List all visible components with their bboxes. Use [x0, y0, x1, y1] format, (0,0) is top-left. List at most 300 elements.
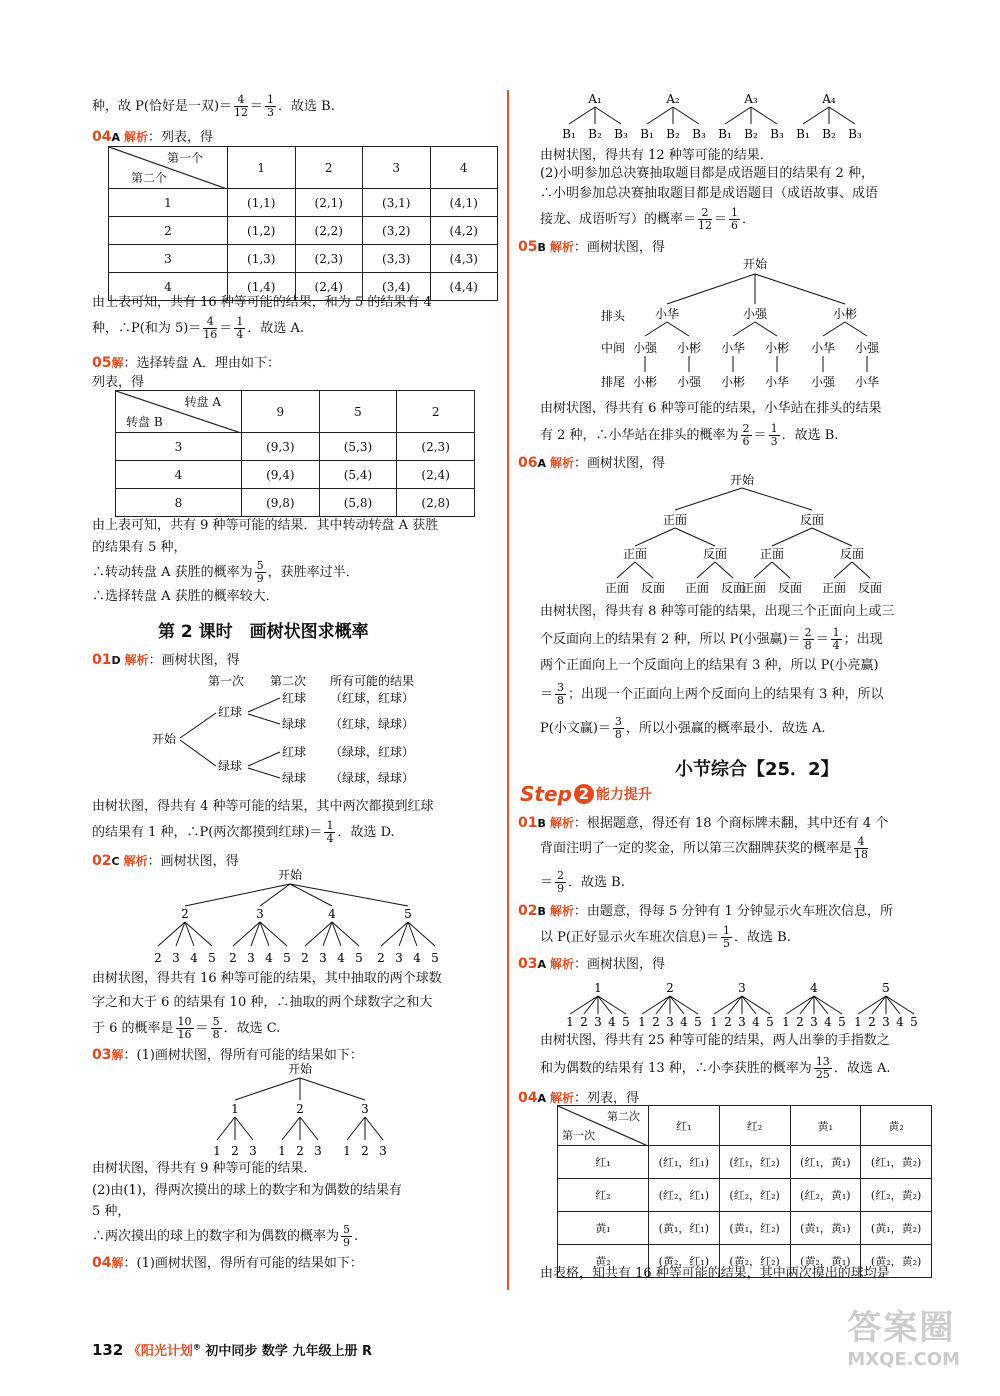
- tree-diagram-queue: [595, 254, 915, 394]
- text-line: 由树状图，得共有 16 种等可能的结果，其中抽取的两个球数: [92, 971, 442, 986]
- tree-result: （绿球，绿球）: [330, 771, 415, 785]
- answer-letter: B: [537, 817, 546, 830]
- analysis-label: 解析: [550, 456, 575, 470]
- table-row: [116, 461, 475, 489]
- tree-edge: [845, 322, 867, 336]
- text: 的结果有 1 种，∴P(两次都摸到红球)＝: [92, 825, 323, 840]
- tree-leaf: 反面: [777, 581, 803, 595]
- tree-edge: [180, 740, 216, 766]
- cell: (红₂，黄₂): [861, 1179, 932, 1212]
- p01-header: [518, 812, 888, 835]
- tree-leaf: 3: [314, 1144, 322, 1158]
- tree-leaf: B₂: [666, 127, 680, 141]
- tree-edge: [814, 996, 828, 1014]
- tree-node: 2: [181, 907, 189, 921]
- s04-header: [92, 1252, 363, 1275]
- tree-leaf: 2: [296, 1144, 304, 1158]
- col-header: 3: [363, 147, 431, 189]
- text-line: [92, 316, 304, 341]
- tree-leaf: 反面: [720, 581, 746, 595]
- text: ．故选 A.: [833, 1061, 891, 1076]
- tree-edge: [697, 562, 715, 578]
- tree-node: 小强: [632, 341, 658, 355]
- answer-letter: D: [111, 654, 121, 667]
- text-line: (2)小明参加总决赛抽取题目都是成语题目的结果有 2 种，: [540, 166, 874, 181]
- col-header: 红₂: [719, 1106, 790, 1146]
- tree-leaf: 正面: [741, 581, 767, 595]
- tree-edge: [290, 884, 332, 906]
- tree-edge: [365, 1117, 383, 1140]
- text-line: [540, 716, 826, 741]
- tree-node: 1: [231, 1102, 239, 1116]
- tree-edge: [569, 107, 595, 124]
- answer-letter: A: [537, 457, 546, 470]
- answer-label: 解: [111, 356, 124, 370]
- table-diagonal-header: [116, 391, 242, 433]
- text: ：(1)画树状图，得所有可能的结果如下：: [123, 1256, 363, 1271]
- text: ∴两次摸出的球上的数字和为偶数的概率为: [92, 1229, 340, 1244]
- chevron-icon: 《: [127, 1344, 141, 1359]
- tree-node: 小华: [654, 307, 680, 321]
- tree-edge: [645, 322, 667, 336]
- cell: (红₂，红₁): [649, 1179, 720, 1212]
- tree-node: 反面: [702, 547, 728, 561]
- section-title: 第 2 课时 画树状图求概率: [158, 622, 369, 642]
- tree-leaf: 2: [301, 951, 309, 965]
- tree-edge: [347, 1117, 365, 1140]
- cell: (1,4): [228, 273, 296, 301]
- col-header: 红₁: [649, 1106, 720, 1146]
- tree-leaf: B₃: [848, 127, 862, 141]
- watermark-url: MXQE.COM: [847, 1349, 960, 1370]
- tree-leaf: 4: [608, 1015, 616, 1028]
- tree-leaf: 3: [594, 1015, 602, 1028]
- tree-leaf: 5: [355, 951, 363, 965]
- text: ：画树状图，得: [574, 456, 666, 471]
- fraction: $\frac{2}{8}$: [804, 626, 812, 652]
- fraction: $\frac{1}{3}$: [770, 422, 778, 448]
- tree-leaf: 4: [337, 951, 345, 965]
- tree-leaf: 5: [283, 951, 291, 965]
- tree-leaf: 2: [154, 951, 162, 965]
- tree-edge: [670, 996, 684, 1014]
- col-header: 4: [430, 147, 498, 189]
- tree-node: 红球: [282, 745, 307, 759]
- tree-edge: [235, 1078, 300, 1100]
- section-title: 小节综合【25．2】: [675, 759, 839, 780]
- cell: (2,3): [295, 245, 363, 273]
- p03-header: [518, 953, 665, 976]
- table-row: [558, 1146, 932, 1179]
- text: P(小文赢)＝: [540, 721, 611, 736]
- column-divider: [507, 90, 509, 1290]
- tree-leaf: 小彬: [632, 375, 658, 389]
- cell: (3,4): [363, 273, 431, 301]
- analysis-label: 解析: [550, 1091, 575, 1105]
- tree-edge: [235, 1117, 253, 1140]
- fraction: $\frac{2}{9}$: [557, 869, 565, 895]
- tree-leaf: 2: [229, 951, 237, 965]
- question-number: 01: [518, 815, 538, 831]
- fraction: $\frac{2}{6}$: [742, 422, 750, 448]
- tree-node: 小华: [720, 341, 746, 355]
- tree-edge: [872, 996, 886, 1014]
- tree-diagram-numbers-3: [205, 1060, 405, 1160]
- table-row: [558, 1179, 932, 1212]
- tree-leaf: B₃: [692, 127, 706, 141]
- tree-edge: [886, 996, 914, 1014]
- tree-node: A₂: [666, 92, 680, 106]
- tree-leaf: 3: [666, 1015, 674, 1028]
- tree-edge: [584, 996, 598, 1014]
- tree-leaf: B₂: [822, 127, 836, 141]
- tree-node: 反面: [839, 547, 865, 561]
- text: ：由题意，得每 5 分钟有 1 分钟显示火车班次信息，所: [573, 904, 893, 919]
- cell: (9,8): [242, 489, 320, 517]
- cell: 2: [109, 217, 228, 245]
- question-number: 04: [518, 1090, 538, 1106]
- fraction: $\frac{5}{9}$: [343, 1223, 351, 1249]
- question-number: 03: [92, 1047, 112, 1063]
- tree-edge: [248, 768, 280, 778]
- fraction: $\frac{3}{8}$: [557, 681, 565, 707]
- text: 和为偶数的结果有 13 种，∴小李获胜的概率为: [540, 1061, 812, 1076]
- header-top: 第一个: [166, 151, 203, 165]
- text: ：根据题意，得还有 18 个商标牌未翻，其中还有 4 个: [573, 816, 889, 831]
- tree-edge: [786, 996, 814, 1014]
- cell: 红₂: [558, 1179, 649, 1212]
- text-line: [540, 870, 625, 895]
- tree-edge: [814, 996, 842, 1014]
- tree-leaf: 小强: [810, 375, 836, 389]
- registered-mark: ®: [192, 1342, 201, 1352]
- cell: (4,4): [430, 273, 498, 301]
- tree-leaf: 小强: [676, 375, 702, 389]
- tree-node: 5: [404, 907, 412, 921]
- text: ，获胜率过半．: [267, 565, 359, 580]
- text: 以 P(正好显示火车班次信息)＝: [540, 930, 720, 945]
- text-line: (2)由(1)，得两次摸出的球上的数字和为偶数的结果有: [92, 1183, 402, 1198]
- cell: (黄₂，黄₂): [861, 1245, 932, 1278]
- tree-node: 3: [256, 907, 264, 921]
- fraction: $\frac{1}{4}$: [236, 315, 244, 341]
- text-line: 由树状图，得共有 9 种等可能的结果．: [92, 1161, 317, 1176]
- tree-leaf: 3: [247, 951, 255, 965]
- tree-node: 3: [361, 1102, 369, 1116]
- text: ：列表，得: [148, 130, 214, 145]
- text: ＝: [753, 428, 767, 443]
- table-row: [116, 433, 475, 461]
- tree-edge: [598, 996, 626, 1014]
- table-spinner: [115, 390, 475, 517]
- text: ∴转动转盘 A 获胜的概率为: [92, 565, 253, 580]
- question-number: 03: [518, 956, 538, 972]
- header-bottom: 转盘 B: [126, 415, 163, 429]
- answer-letter: A: [111, 131, 120, 144]
- text: ＝: [714, 212, 728, 227]
- tree-edge: [772, 528, 812, 546]
- answer-letter: B: [537, 905, 546, 918]
- tree-node: 小强: [742, 307, 768, 321]
- cell: (黄₁，红₂): [719, 1212, 790, 1245]
- analysis-label: 解析: [550, 957, 575, 971]
- tree-leaf: 反面: [640, 581, 666, 595]
- tree-edge: [290, 884, 408, 906]
- tree-node: 绿球: [282, 771, 307, 785]
- fraction: $\frac{4}{16}$: [203, 315, 218, 341]
- cell: (2,4): [397, 461, 475, 489]
- tree-edge: [598, 996, 612, 1014]
- table-row: [116, 489, 475, 517]
- tree-edge: [852, 562, 870, 578]
- text: ．故选 A.: [247, 321, 304, 336]
- question-number: 02: [518, 903, 538, 919]
- text: ．故选 C.: [223, 1021, 281, 1036]
- text: ．: [742, 212, 756, 227]
- tree-node: 正面: [759, 547, 785, 561]
- fraction: $\frac{1}{6}$: [731, 206, 739, 232]
- table-diagonal-header: [109, 147, 228, 189]
- tree-leaf: B₁: [718, 127, 732, 141]
- cell: (2,2): [295, 217, 363, 245]
- cell: (红₂，红₂): [719, 1179, 790, 1212]
- table-balls: [557, 1105, 932, 1278]
- tree-leaf: 4: [190, 951, 198, 965]
- col-header: 5: [319, 391, 397, 433]
- step-label: 能力提升: [595, 787, 652, 803]
- cell: (9,4): [242, 461, 320, 489]
- brand-name: 阳光计划: [140, 1344, 193, 1359]
- cell: (2,3): [397, 433, 475, 461]
- tree-leaf: 3: [882, 1015, 890, 1028]
- tree-leaf: 5: [622, 1015, 630, 1028]
- tree-leaf: 正面: [604, 581, 630, 595]
- cell: 1: [109, 189, 228, 217]
- analysis-label: 解析: [549, 904, 574, 918]
- tree-leaf: 1: [710, 1015, 718, 1028]
- text-line: ∴小明参加总决赛抽取题目都是成语题目（成语故事、成语: [540, 186, 879, 201]
- cell: (5,4): [319, 461, 397, 489]
- text: ：画树状图，得: [148, 653, 240, 668]
- tree-leaf: 1: [343, 1144, 351, 1158]
- col-header: 2: [295, 147, 363, 189]
- text: ：选择转盘 A．理由如下：: [123, 356, 281, 371]
- tree-node: 小强: [854, 341, 880, 355]
- tree-edge: [217, 1117, 235, 1140]
- tree-edge: [673, 107, 699, 124]
- analysis-label: 解析: [124, 653, 149, 667]
- tree-edge: [834, 562, 852, 578]
- tree-node: 2: [296, 1102, 304, 1116]
- tree-edge: [858, 996, 886, 1014]
- fraction: $\frac{2}{12}$: [698, 206, 713, 232]
- tree-leaf: B₃: [614, 127, 628, 141]
- cell: 3: [109, 245, 228, 273]
- tree-edge: [647, 107, 673, 124]
- p02-header: [518, 900, 893, 923]
- tree-node: 反面: [799, 513, 825, 527]
- cell: (黄₂，红₂): [719, 1245, 790, 1278]
- cell: (2,1): [295, 189, 363, 217]
- tree-leaf: 3: [249, 1144, 257, 1158]
- tree-edge: [886, 996, 900, 1014]
- tree-leaf: 3: [172, 951, 180, 965]
- tree-result: （红球，红球）: [330, 691, 415, 705]
- tree-leaf: 1: [213, 1144, 221, 1158]
- step-banner: [520, 782, 652, 806]
- tree-edge: [733, 322, 755, 336]
- text-line: [540, 207, 755, 232]
- tree-node: A₄: [822, 92, 836, 106]
- text: 有 2 种，∴小华站在排头的概率为: [540, 428, 739, 443]
- tree-leaf: 反面: [857, 581, 883, 595]
- text: ：(1)画树状图，得所有可能的结果如下：: [123, 1048, 363, 1063]
- tree-node: 4: [810, 981, 818, 995]
- text: ：画树状图，得: [147, 854, 239, 869]
- fraction: $\frac{1}{4}$: [832, 626, 840, 652]
- tree-header: 第二次: [270, 674, 307, 688]
- tree-edge: [755, 274, 845, 304]
- text: ．故选 B.: [568, 875, 625, 890]
- text-line: 由树状图，得共有 4 种等可能的结果，其中两次都摸到红球: [92, 799, 434, 814]
- tree-edge: [667, 274, 755, 304]
- tree-edge: [300, 1117, 318, 1140]
- cell: (红₁，黄₂): [861, 1146, 932, 1179]
- header-top: 转盘 A: [184, 395, 221, 409]
- tree-leaf: 3: [379, 1144, 387, 1158]
- tree-edge: [675, 528, 715, 546]
- text: ：画树状图，得: [573, 240, 665, 255]
- answer-letter: C: [111, 855, 120, 868]
- tree-node: 小华: [810, 341, 836, 355]
- cell: (红₁，黄₁): [790, 1146, 861, 1179]
- tree-leaf: 2: [652, 1015, 660, 1028]
- tree-row-label: 中间: [600, 341, 626, 355]
- text: ＝: [540, 687, 554, 702]
- fraction: $\frac{5}{8}$: [212, 1015, 220, 1041]
- tree-diagram-numbers-4: [140, 866, 440, 968]
- cell: 黄₂: [558, 1245, 649, 1278]
- text: ．故选 B.: [734, 930, 791, 945]
- tree-node: 绿球: [218, 759, 243, 773]
- text-line: [540, 925, 791, 950]
- text: 种，∴P(和为 5)＝: [92, 321, 202, 336]
- watermark-logo: 答案圈: [847, 1308, 956, 1348]
- tree-node: 3: [738, 981, 746, 995]
- cell: (4,2): [430, 217, 498, 245]
- tree-edge: [823, 322, 845, 336]
- tree-root: 开始: [729, 473, 755, 487]
- tree-node: 4: [328, 907, 336, 921]
- tree-edge: [725, 107, 751, 124]
- cell: (1,3): [228, 245, 296, 273]
- fraction: $\frac{3}{8}$: [614, 715, 622, 741]
- tree-edge: [248, 714, 280, 724]
- tree-leaf: 3: [738, 1015, 746, 1028]
- tree-edge: [180, 713, 216, 738]
- question-number: 02: [92, 853, 112, 869]
- text: 于 6 的概率是: [92, 1021, 174, 1036]
- text: ＝: [219, 321, 233, 336]
- text-line: 的结果有 5 种，: [92, 540, 187, 555]
- tree-node: 正面: [662, 513, 688, 527]
- question-number: 04: [92, 1255, 112, 1271]
- question-number: 04: [92, 129, 112, 145]
- tree-leaf: 小彬: [720, 375, 746, 389]
- tree-leaf: 4: [752, 1015, 760, 1028]
- header-top: 第二次: [607, 1110, 640, 1123]
- tree-edge: [812, 528, 852, 546]
- fraction: $\frac{4}{18}$: [854, 835, 869, 861]
- tree-leaf: 1: [638, 1015, 646, 1028]
- text-line: 列表，得: [92, 375, 145, 390]
- tree-row-label: 排头: [600, 309, 626, 323]
- tree-leaf: B₂: [744, 127, 758, 141]
- table-row: [109, 245, 498, 273]
- cell: (3,3): [363, 245, 431, 273]
- tree-diagram-fingers: [560, 978, 940, 1028]
- tree-edge: [755, 322, 777, 336]
- cell: (3,2): [363, 217, 431, 245]
- tree-leaf: B₂: [588, 127, 602, 141]
- answer-letter: B: [537, 241, 546, 254]
- tree-leaf: 小华: [764, 375, 790, 389]
- tree-edge: [803, 107, 829, 124]
- text-line: [540, 1056, 890, 1081]
- tree-root: 开始: [277, 868, 303, 882]
- question-number: 06: [518, 455, 538, 471]
- tree-header: 所有可能的结果: [330, 674, 415, 688]
- tree-leaf: 4: [265, 951, 273, 965]
- cell: (2,4): [295, 273, 363, 301]
- tree-result: （红球，绿球）: [330, 717, 415, 731]
- header-bottom: 第二个: [131, 171, 168, 185]
- tree-leaf: 5: [208, 951, 216, 965]
- table-row: [109, 189, 498, 217]
- tree-root: 开始: [742, 257, 768, 271]
- tree-node: 正面: [622, 547, 648, 561]
- text: 个反面向上的结果有 2 种，所以 P(小强赢)＝: [540, 632, 801, 647]
- tree-diagram-coins: [590, 470, 900, 600]
- text-line: [540, 627, 883, 652]
- tree-node: A₁: [588, 92, 602, 106]
- table-diagonal-header: [558, 1106, 649, 1146]
- tree-edge: [715, 562, 733, 578]
- cell: (红₂，黄₁): [790, 1179, 861, 1212]
- table-row: [558, 1212, 932, 1245]
- text-line: [92, 820, 395, 845]
- tree-leaf: B₁: [796, 127, 810, 141]
- tree-node: A₃: [744, 92, 758, 106]
- fraction: $\frac{1}{3}$: [267, 93, 275, 119]
- cell: 黄₁: [558, 1212, 649, 1245]
- tree-leaf: 1: [782, 1015, 790, 1028]
- cell: 红₁: [558, 1146, 649, 1179]
- tree-edge: [742, 996, 770, 1014]
- text-line: [540, 682, 884, 707]
- text: ．故选 B.: [278, 99, 335, 114]
- tree-node: 5: [882, 981, 890, 995]
- text: ，所以小强赢的概率最小．故选 A.: [625, 721, 826, 736]
- tree-edge: [635, 528, 675, 546]
- text-line: 5 种，: [92, 1204, 131, 1219]
- text-line: [92, 560, 359, 585]
- col-header: 9: [242, 391, 320, 433]
- tree-edge: [595, 107, 621, 124]
- col-header: 黄₁: [790, 1106, 861, 1146]
- tree-node: 小彬: [832, 307, 858, 321]
- tree-node: 2: [666, 981, 674, 995]
